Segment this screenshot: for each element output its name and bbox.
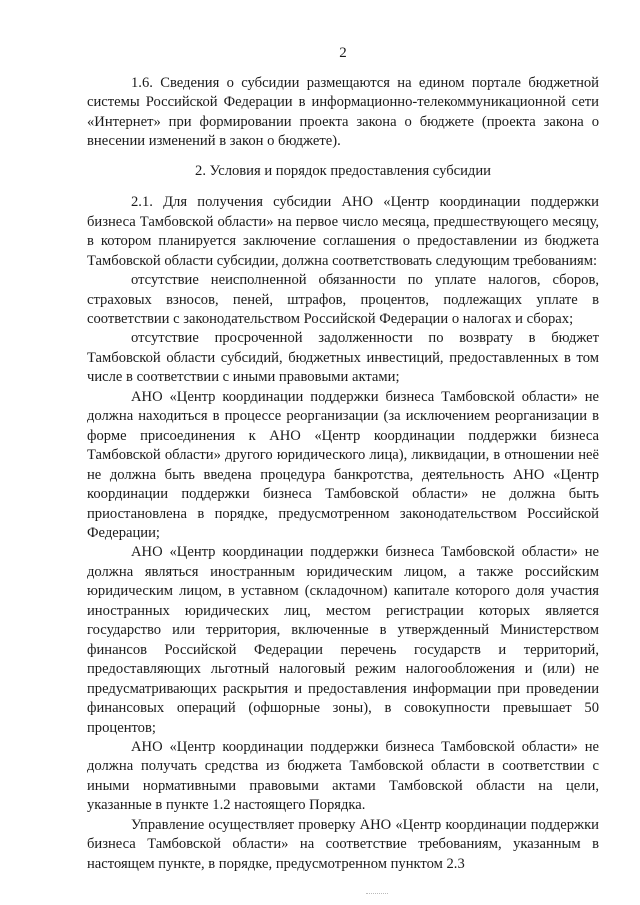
page-number: 2 [339,45,347,61]
paragraph-verification: Управление осуществляет проверку АНО «Центр координации поддержки бизнеса Тамбовской области» на соответствие требованиям, указанным в настоящем пункте, в порядке, предусмотренном пунктом 2.3 [87,816,599,872]
requirement-no-reorganization: АНО «Центр координации поддержки бизнеса Тамбовской области» не должна находиться в процессе реорганизации (за исключением реорганизации в форме присоединения к АНО «Центр координации поддержки бизнеса Тамбовской области» другого юридического лица), ликвидации, в отношении неё не должна быть введена процедура банкротства, деятельность АНО «Центр координации поддержки бизнеса Тамбовской области» не должна быть приостановлена в порядке, предусмотренном законодательством Российской Федерации; [87,388,599,541]
scan-artifact [366,893,388,896]
requirement-no-other-funds: АНО «Центр координации поддержки бизнеса Тамбовской области» не должна получать средства из бюджета Тамбовской области в соответствии с иными нормативными правовыми актами Тамбовской области на цели, указанные в пункте 1.2 настоящего Порядка. [87,738,599,814]
requirement-taxes: отсутствие неисполненной обязанности по уплате налогов, сборов, страховых взносов, пеней, штрафов, процентов, подлежащих уплате в соответствии с законодательством Российской Федерации о налогах и сборах; [87,272,599,327]
section-2-heading: 2. Условия и порядок предоставления субсидии [195,162,491,179]
requirement-not-foreign: АНО «Центр координации поддержки бизнеса Тамбовской области» не должна являться иностранным юридическим лицом, а также российским юридическим лицом, в уставном (складочном) капитале которого доля участия иностранных юридических лиц, местом регистрации которых является государство или территория, включенные в утвержденный Министерством финансов Российской Федерации перечень государств и территорий, предоставляющих льготный налоговый режим налогообложения и (или) не предусматривающих раскрытия и предоставления информации при проведении финансовых операций (офшорные зоны), в совокупности превышает 50 процентов; [87,544,599,736]
paragraph-2-1: 2.1. Для получения субсидии АНО «Центр координации поддержки бизнеса Тамбовской области» на первое число месяца, предшествующего месяцу, в котором планируется заключение соглашения о предоставлении из бюджета Тамбовской области субсидии, должна соответствовать следующим требованиям: [87,194,599,269]
requirement-no-debt: отсутствие просроченной задолженности по возврату в бюджет Тамбовской области субсидий, бюджетных инвестиций, предоставленных в том числе в соответствии с иными правовыми актами; [87,330,599,386]
paragraph-1-6: 1.6. Сведения о субсидии размещаются на едином портале бюджетной системы Российской Федерации в информационно-телекоммуникационной сети «Интернет» при формировании проекта закона о бюджете (проекта закона о внесении изменений в закон о бюджете). [87,75,599,150]
